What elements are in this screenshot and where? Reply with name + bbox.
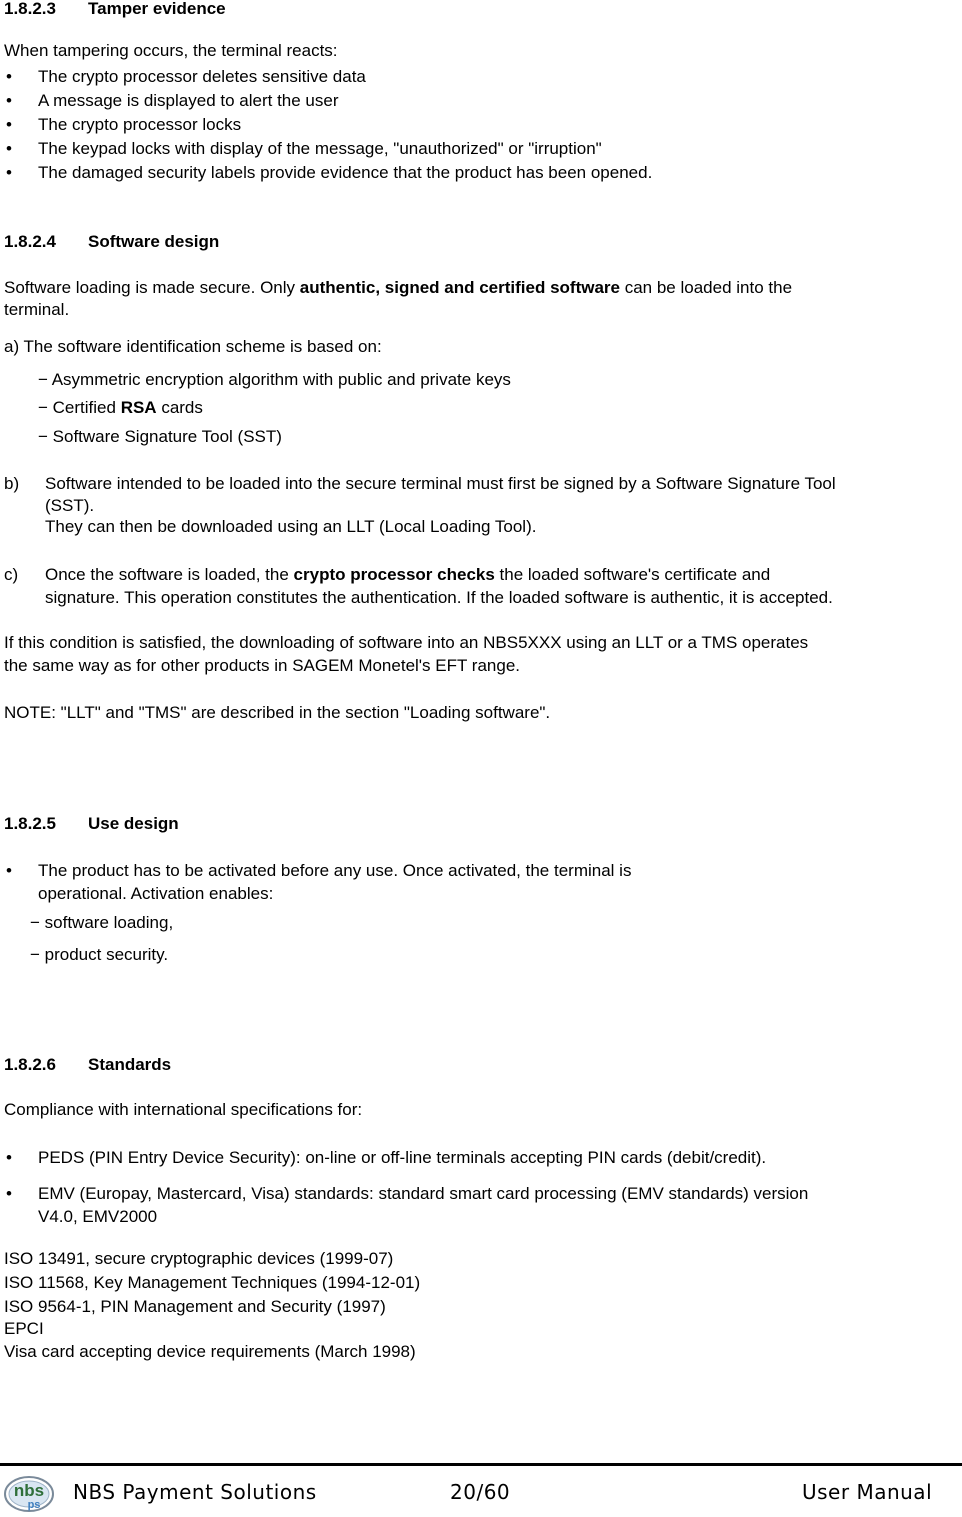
list-item-continued: V4.0, EMV2000 — [38, 1207, 158, 1226]
dash-item: − product security. — [30, 945, 169, 964]
section-heading-software-design: 1.8.2.4 Software design — [4, 232, 220, 251]
item-label-c: c) — [4, 565, 19, 584]
logo-text-top: nbs — [13, 1481, 45, 1500]
section-heading-use-design: 1.8.2.5 Use design — [4, 814, 179, 833]
note: NOTE: "LLT" and "TMS" are described in the section "Loading software". — [4, 703, 551, 722]
dash-item: − Software Signature Tool (SST) — [38, 427, 282, 446]
section-heading-tamper-evidence: 1.8.2.3 Tamper evidence — [4, 0, 226, 18]
standard-ref: ISO 13491, secure cryptographic devices (1999-07) — [4, 1249, 394, 1268]
standard-ref: Visa card accepting device requirements (March 1998) — [4, 1342, 416, 1361]
logo-text-bottom: ps — [27, 1499, 41, 1511]
paragraph: the same way as for other products in SAGEM Monetel's EFT range. — [4, 656, 520, 675]
paragraph: If this condition is satisfied, the downloading of software into an NBS5XXX using an LLT or a TMS operates — [4, 633, 809, 652]
standard-ref: ISO 9564-1, PIN Management and Security (1997) — [4, 1297, 386, 1316]
dash-item: − software loading, — [30, 913, 174, 932]
footer-doc-title: User Manual — [802, 1480, 933, 1504]
scheme-intro: a) The software identification scheme is based on: — [4, 337, 382, 356]
item-label-b: b) — [4, 474, 20, 493]
item-c-text: Once the software is loaded, the crypto processor checks the loaded software's certificate and — [45, 565, 771, 584]
section-heading-standards: 1.8.2.6 Standards — [4, 1055, 172, 1074]
footer-divider — [0, 1463, 962, 1466]
dash-item: − Certified RSA cards — [38, 398, 203, 417]
dash-item: − Asymmetric encryption algorithm with public and private keys — [38, 370, 511, 389]
item-b-text: They can then be downloaded using an LLT (Local Loading Tool). — [45, 517, 537, 536]
list-item-continued: operational. Activation enables: — [38, 884, 274, 903]
paragraph: Compliance with international specifications for: — [4, 1100, 363, 1119]
footer-company: NBS Payment Solutions — [73, 1480, 317, 1504]
paragraph: Software loading is made secure. Only authentic, signed and certified software can be loaded into the — [4, 278, 793, 297]
item-b-text: (SST). — [45, 496, 95, 515]
nbs-logo — [3, 1472, 57, 1512]
item-b-text: Software intended to be loaded into the secure terminal must first be signed by a Software Signature Tool — [45, 474, 836, 493]
paragraph-continued: terminal. — [4, 300, 70, 319]
standard-ref: EPCI — [4, 1319, 44, 1338]
item-c-text: signature. This operation constitutes the authentication. If the loaded software is authentic, it is accepted. — [45, 588, 833, 607]
standard-ref: ISO 11568, Key Management Techniques (1994-12-01) — [4, 1273, 421, 1292]
paragraph: When tampering occurs, the terminal reacts: — [4, 41, 338, 60]
footer-page-number: 20/60 — [450, 1480, 511, 1504]
